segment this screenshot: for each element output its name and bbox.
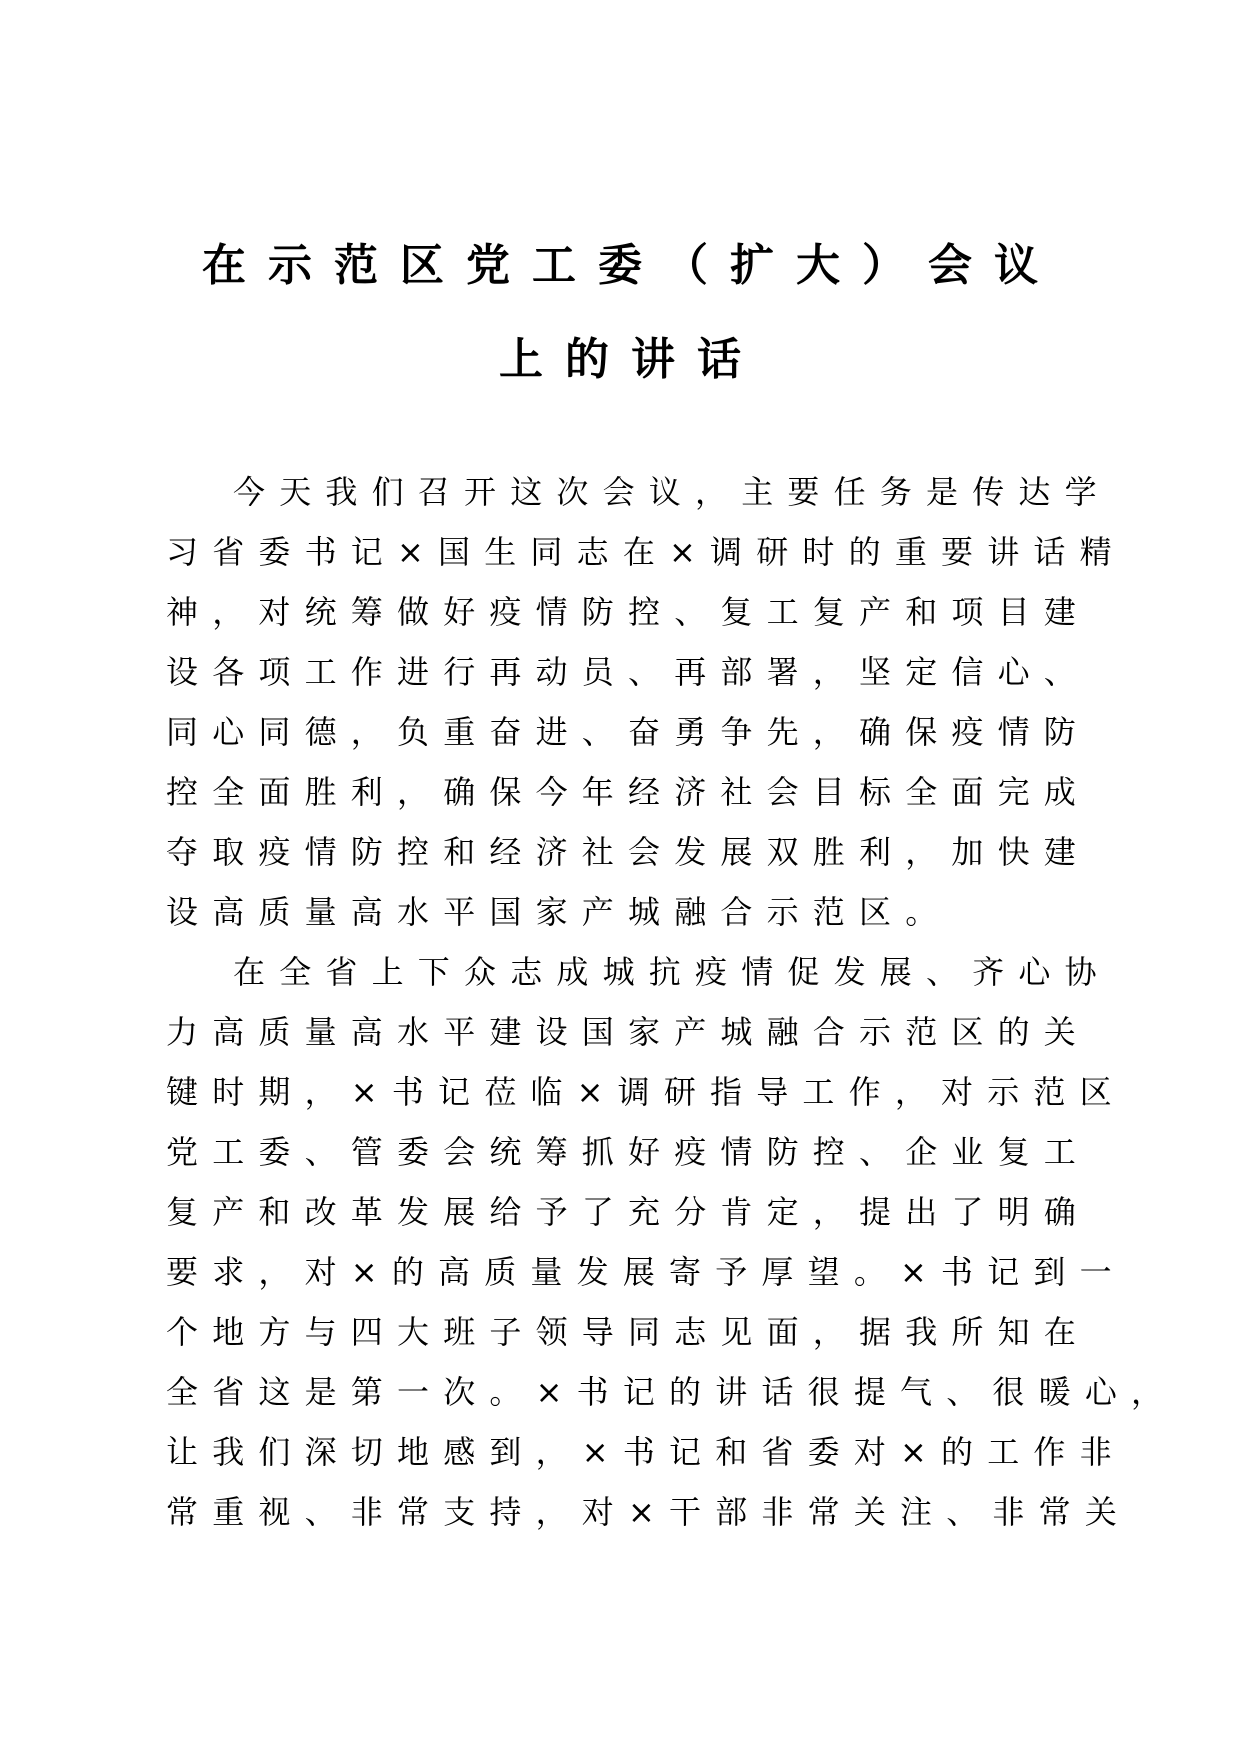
text-line: 同心同德，负重奋进、奋勇争先，确保疫情防 — [166, 713, 1091, 751]
paragraph-1 — [166, 462, 1126, 942]
document-body — [166, 462, 1178, 1542]
text-line: 力高质量高水平建设国家产城融合示范区的关 — [166, 1013, 1091, 1051]
text-line: 今天我们召开这次会议，主要任务是传达学 — [233, 473, 1111, 511]
text-line: 要求，对×的高质量发展寄予厚望。×书记到一 — [166, 1253, 1126, 1291]
text-line: 常重视、非常支持，对×干部非常关注、非常关 — [166, 1493, 1132, 1531]
paragraph-2 — [166, 942, 1178, 1542]
text-line: 设各项工作进行再动员、再部署，坚定信心、 — [166, 653, 1091, 691]
text-line: 全省这是第一次。×书记的讲话很提气、很暖心， — [166, 1373, 1178, 1411]
text-line: 复产和改革发展给予了充分肯定，提出了明确 — [166, 1193, 1091, 1231]
text-line: 夺取疫情防控和经济社会发展双胜利，加快建 — [166, 833, 1091, 871]
text-line: 设高质量高水平国家产城融合示范区。 — [166, 893, 952, 931]
text-line: 在全省上下众志成城抗疫情促发展、齐心协 — [233, 953, 1111, 991]
text-line: 党工委、管委会统筹抓好疫情防控、企业复工 — [166, 1133, 1091, 1171]
document-title-line-2: 上的讲话 — [499, 334, 763, 385]
text-line: 让我们深切地感到，×书记和省委对×的工作非 — [166, 1433, 1126, 1471]
text-line: 习省委书记×国生同志在×调研时的重要讲话精 — [166, 533, 1126, 571]
document-title-line-1: 在示范区党工委（扩大）会议 — [202, 240, 1060, 291]
text-line: 神，对统筹做好疫情防控、复工复产和项目建 — [166, 593, 1091, 631]
text-line: 控全面胜利，确保今年经济社会目标全面完成 — [166, 773, 1091, 811]
text-line: 键时期，×书记莅临×调研指导工作，对示范区 — [166, 1073, 1126, 1111]
text-line: 个地方与四大班子领导同志见面，据我所知在 — [166, 1313, 1091, 1351]
